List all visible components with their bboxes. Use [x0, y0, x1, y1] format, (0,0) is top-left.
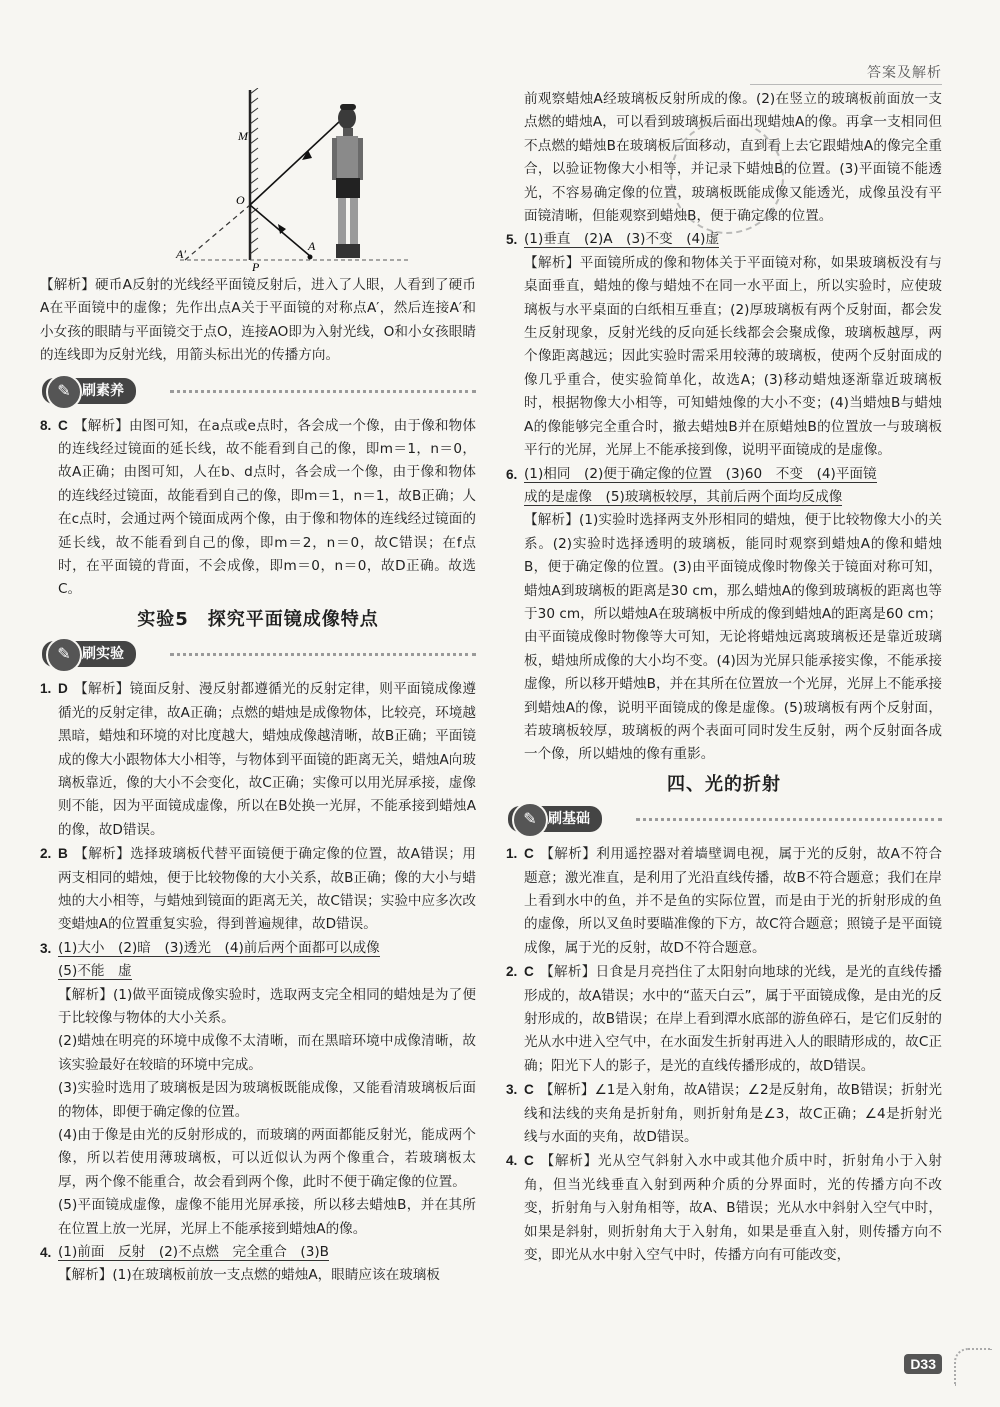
question-3-answer-cont — [40, 960, 476, 983]
question-1 — [40, 677, 476, 842]
reflected-ray — [250, 121, 340, 205]
refraction-question-2 — [506, 960, 942, 1078]
pencil-icon: ✎ — [46, 637, 82, 673]
question-6 — [506, 463, 942, 486]
answer-letter: B — [58, 846, 68, 862]
refraction-question-1 — [506, 842, 942, 960]
question-number: 6. — [506, 466, 518, 482]
page-header: 答案及解析 — [867, 65, 942, 81]
banner-dots — [170, 390, 476, 393]
pencil-icon: ✎ — [46, 374, 82, 410]
refraction-question-3 — [506, 1078, 942, 1149]
question-3-p3: (3)实验时选用了玻璃板是因为玻璃板既能成像，又能看清玻璃板后面的物体，即便于确定像的位置。 — [58, 1080, 476, 1120]
header-rule — [750, 84, 942, 85]
question-6-answer-cont — [506, 486, 942, 509]
mirror-figure — [40, 88, 476, 274]
mirror-diagram — [40, 88, 476, 274]
answer-letter: D — [58, 681, 68, 697]
answer-letter: C — [524, 1153, 534, 1169]
banner-label: 刷基础 — [548, 811, 590, 828]
label-M: M — [238, 129, 248, 143]
question-number: 3. — [506, 1082, 518, 1098]
banner-label: 刷素养 — [82, 382, 124, 399]
label-O: O — [236, 193, 245, 207]
question-3-p2: (2)蜡烛在明亮的环境中成像不太清晰，而在黑暗环境中成像清晰，故该实验最好在较暗的环境中完成。 — [58, 1033, 476, 1073]
answer-explanation: 【解析】由图可知，在a点或e点时，各会成一个像，由于像和物体的连线经过镜面的延长线，故不能看到自己的像，即m＝1，n＝0，故A正确；由图可知，人在b、d点时，各会成一个像，由于像和物体的连线经过镜面，故能看到自己的像，即m＝1，n＝1，故B正确；人在c点时，会通过两个镜面成两个像，由于像和物体的连线经过镜面的延长线，故不能看到自己的像，即m＝2，n＝0，故C错误；在f点时，在平面镜的背面，不会成像，即m＝0，n＝0，故D正确。故选C。 — [58, 417, 476, 598]
banner-dots — [636, 818, 942, 821]
section-title-refraction: 四、光的折射 — [667, 773, 781, 795]
page-number: D33 — [904, 1354, 942, 1374]
question-2 — [40, 842, 476, 937]
stamp-mark — [670, 120, 784, 234]
question-6-explanation: 【解析】(1)实验时选择两支外形相同的蜡烛，便于比较物像大小的关系。(2)实验时选择透明的玻璃板，能同时观察到蜡烛A的像和蜡烛B，便于确定像的位置。(3)由平面镜成像时物像关于镜面对称可知，蜡烛A到玻璃板的距离是30 cm，那么蜡烛A的像到玻璃板的距离也等于30 cm，所以蜡烛A在玻璃板中所成的像到蜡烛A的距离是60 cm；由平面镜成像时物像等大可知，无论将蜡烛远离玻璃板还是靠近玻璃板，蜡烛所成像的大小均不变。(4)因为光屏只能承接实像，不能承接虚像，所以移开蜡烛B，并在其所在位置放一个光屏，光屏上不能承接到蜡烛A的像，说明平面镜成的像是虚像。(5)玻璃板有两个反射面，若玻璃板较厚，玻璃板的两个表面可同时发生反射，两个反射面各成一个像，所以蜡烛的像有重影。 — [524, 512, 942, 763]
banner-shuajichu — [506, 804, 942, 834]
left-column — [40, 88, 476, 1288]
question-number: 4. — [506, 1153, 518, 1169]
question-number: 1. — [40, 681, 52, 697]
answer-line: (5)不能 虚 — [58, 963, 132, 980]
answer-explanation: 【解析】选择玻璃板代替平面镜便于确定像的位置，故A错误；用两支相同的蜡烛，便于比较物像的大小关系，故B正确；像的大小与蜡烛的大小相等，与蜡烛到镜面的距离无关，故C错误；实验中应多次改变蜡烛A的位置重复实验，得到普遍规律，故D错误。 — [58, 846, 476, 933]
question-number: 3. — [40, 940, 52, 956]
answer-letter: C — [524, 964, 534, 980]
question-8 — [40, 414, 476, 602]
girl-figure — [332, 104, 363, 258]
label-A: A — [308, 239, 316, 253]
question-5-explanation: 【解析】平面镜所成的像和物体关于平面镜对称，如果玻璃板没有与桌面垂直，蜡烛的像与蜡烛不在同一水平面上，所以实验时，应使玻璃板与水平桌面的白纸相互垂直；(2)厚玻璃板有两个反射面，都会发生反射现象，反射光线的反向延长线都会会聚成像，玻璃板越厚，两个像距离越远；因此实验时需采用较薄的玻璃板，使两个反射面成的像几乎重合，使实验简单化，故选A；(3)移动蜡烛逐渐靠近玻璃板时，根据物像大小相等，可知蜡烛像的大小不变；(4)当蜡烛B与蜡烛A的像能够完全重合时，撤去蜡烛B并在原蜡烛B的位置放一与玻璃板平行的光屏，光屏上不能承接到像，说明平面镜成的是虚像。 — [524, 254, 942, 459]
question-number: 8. — [40, 417, 52, 433]
banner-label: 刷实验 — [82, 646, 124, 663]
question-number: 4. — [40, 1245, 52, 1261]
refraction-question-4 — [506, 1149, 942, 1267]
answer-explanation: 【解析】镜面反射、漫反射都遵循光的反射定律，则平面镜成像遵循光的反射定律，故A正确；点燃的蜡烛是成像物体，比较亮，环境越黑暗，蜡烛和环境的对比度越大，蜡烛成像越清晰，故B正确；平面镜成的像大小跟物体大小相等，与物体到平面镜的距离无关，蜡烛A向玻璃板靠近，像的大小不会变化，故C正确；实像可以用光屏承接，虚像则不能，因为平面镜成虚像，所以在B处换一光屏，不能承接到蜡烛A的像，故D错误。 — [58, 681, 476, 838]
answer-line: (1)大小 (2)暗 (3)透光 (4)前后两个面都可以成像 — [58, 939, 380, 956]
answer-letter: C — [524, 846, 534, 862]
answer-line: (1)相同 (2)便于确定像的位置 (3)60 不变 (4)平面镜 — [524, 465, 877, 482]
right-column — [506, 88, 942, 1268]
banner-badge — [42, 378, 136, 404]
virtual-ray — [185, 205, 250, 260]
question-number: 1. — [506, 846, 518, 862]
question-number: 5. — [506, 232, 518, 248]
label-A-prime: A′ — [176, 247, 186, 261]
banner-badge — [508, 806, 602, 832]
corner-decoration — [954, 1348, 992, 1386]
banner-badge — [42, 641, 136, 667]
answer-explanation: 【解析】∠1是入射角，故A错误；∠2是反射角，故B错误；折射光线和法线的夹角是折射角，则折射角是∠3，故C正确；∠4是折射光线与水面的夹角，故D错误。 — [524, 1082, 942, 1146]
question-4-explanation: 【解析】(1)在玻璃板前放一支点燃的蜡烛A，眼睛应该在玻璃板 — [58, 1267, 440, 1284]
question-4-explanation-cont: 前观察蜡烛A经玻璃板反射所成的像。(2)在竖立的玻璃板前面放一支点燃的蜡烛A，可以看到玻璃板后面出现蜡烛A的像。再拿一支相同但不点燃的蜡烛B在玻璃板后面移动，直到看上去它跟蜡烛A的像完全重合，以验证物像大小相等，并记录下蜡烛B的位置。(3)平面镜不能透光，不容易确定像的位置，玻璃板既能成像又能透光，成像虽没有平面镜清晰，但能观察到蜡烛B，便于确定像的位置。 — [524, 91, 942, 225]
label-P: P — [252, 260, 260, 274]
section-title-experiment5: 实验5 探究平面镜成像特点 — [137, 608, 379, 630]
question-3-p1: 【解析】(1)做平面镜成像实验时，选取两支完全相同的蜡烛是为了便于比较像与物体的大小关系。 — [58, 986, 476, 1026]
banner-dots — [170, 653, 476, 656]
question-3 — [40, 937, 476, 960]
question-3-p5: (5)平面镜成虚像，虚像不能用光屏承接，所以移去蜡烛B，并在其所在位置上放一光屏，光屏上不能承接到蜡烛A的像。 — [58, 1197, 476, 1237]
banner-shuashiyan — [40, 639, 476, 669]
question-4 — [40, 1241, 476, 1264]
banner-shuasuyang — [40, 376, 476, 406]
answer-line: (1)垂直 (2)A (3)不变 (4)虚 — [524, 231, 720, 248]
answer-explanation: 【解析】利用遥控器对着墙壁调电视，属于光的反射，故A不符合题意；激光准直，是利用了光沿直线传播，故B不符合题意；我们在岸上看到水中的鱼，并不是鱼的实际位置，而是由于光的折射形成的鱼的虚像，所以叉鱼时要瞄准像的下方，故C符合题意；照镜子是平面镜成像，属于光的反射，故D不符合题意。 — [524, 846, 942, 956]
question-number: 2. — [506, 964, 518, 980]
pencil-icon: ✎ — [512, 802, 548, 838]
answer-letter: C — [58, 417, 68, 433]
coin-point — [308, 255, 313, 260]
answer-letter: C — [524, 1082, 534, 1098]
answer-explanation: 【解析】光从空气斜射入水中或其他介质中时，折射角小于入射角，但当光线垂直入射到两种介质的分界面时，光的传播方向不改变，折射角与入射角相等，故A、B错误；光从水中斜射入空气中时，如果是斜射，则折射角大于入射角，如果是垂直入射，则传播方向不变，即光从水中射入空气中时，传播方向有可能改变， — [524, 1153, 942, 1264]
answer-line: (1)前面 反射 (2)不点燃 完全重合 (3)B — [58, 1244, 329, 1261]
answer-line: 成的是虚像 (5)玻璃板较厚，其前后两个面均反成像 — [524, 488, 843, 505]
question-number: 2. — [40, 846, 52, 862]
figure-explanation: 【解析】硬币A反射的光线经平面镜反射后，进入了人眼，人看到了硬币A在平面镜中的虚像；先作出点A关于平面镜的对称点A′，然后连接A′和小女孩的眼睛与平面镜交于点O，连接AO即为入射光线，O和小女孩眼睛的连线即为反射光线，用箭头标出光的传播方向。 — [40, 277, 476, 364]
answer-explanation: 【解析】日食是月亮挡住了太阳射向地球的光线，是光的直线传播形成的，故A错误；水中的“蓝天白云”，属于平面镜成像，是由光的反射形成的，故B错误；在岸上看到潭水底部的游鱼碎石，是它们反射的光从水中进入空气中，在水面发生折射再进入人的眼睛形成的，故C正确；阳光下人的影子，是光的直线传播形成的，故D错误。 — [524, 964, 942, 1074]
question-3-p4: (4)由于像是由光的反射形成的，而玻璃的两面都能反射光，能成两个像，所以若使用薄玻璃板，可以近似认为两个像重合，若玻璃板太厚，两个像不能重合，故会看到两个像，此时不便于确定像的位置。 — [58, 1127, 476, 1190]
